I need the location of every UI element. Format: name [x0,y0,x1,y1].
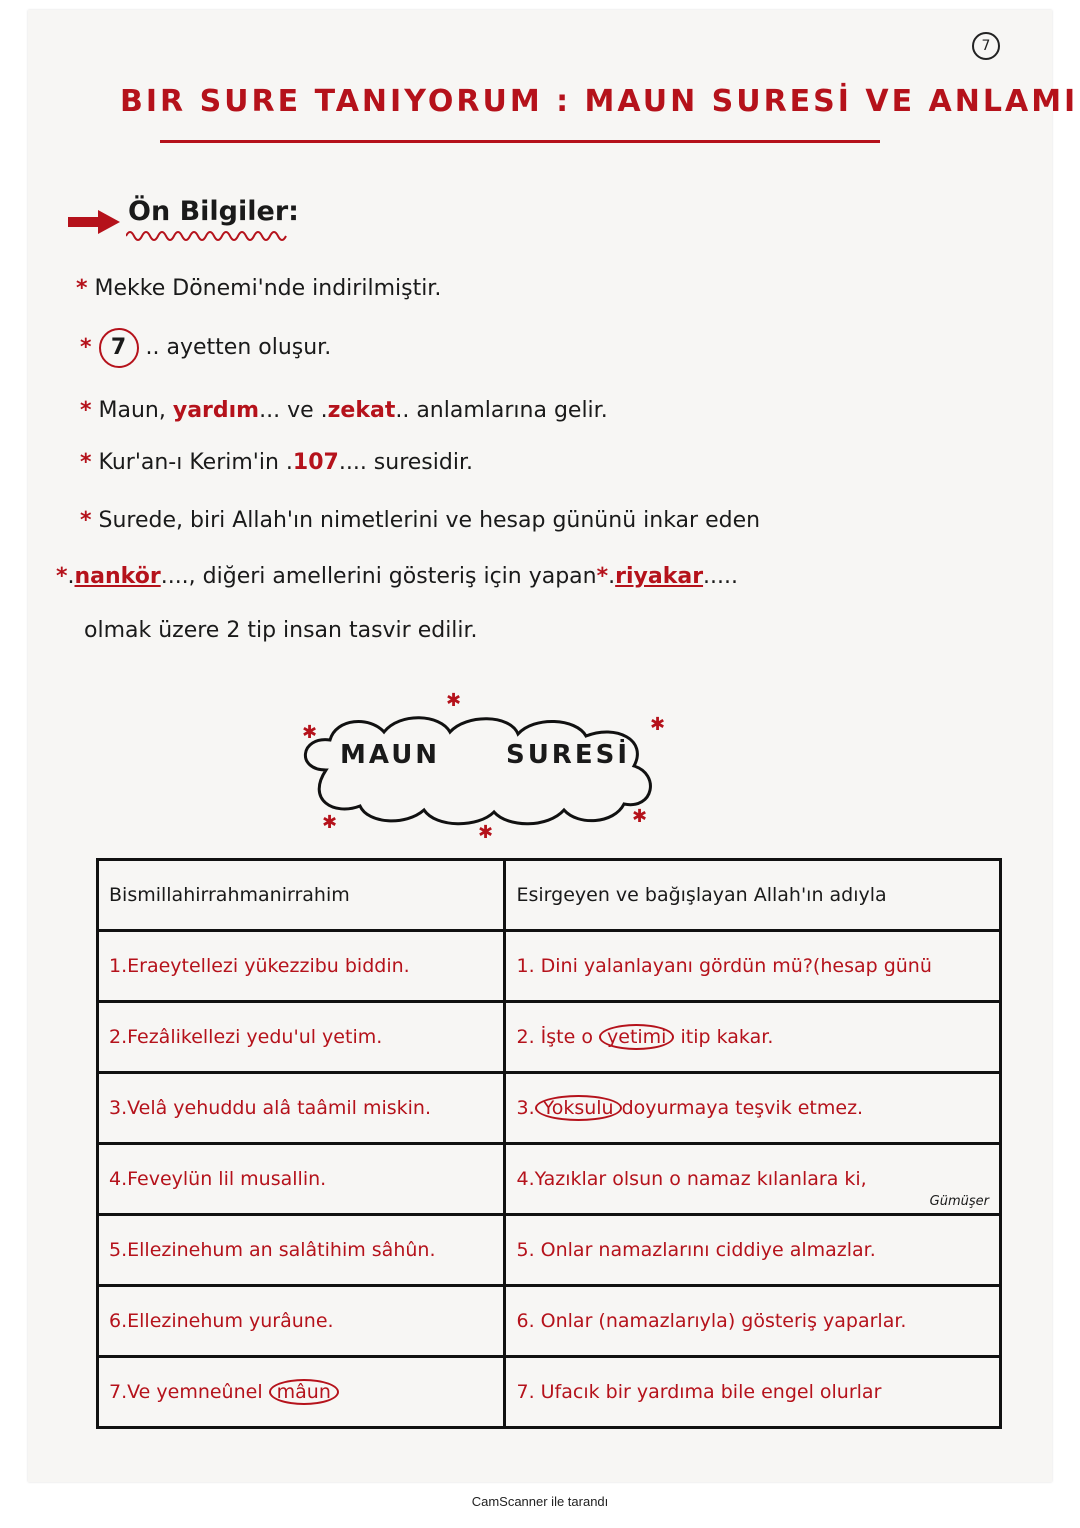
circled-word: Yoksulu [535,1095,622,1121]
table-row [98,1002,1001,1073]
section-heading: Ön Bilgiler: [128,196,299,227]
table-cell: 2. İşte o yetimi itip kakar. [505,1002,1001,1073]
cloud-shape [296,710,666,830]
scanner-footer: CamScanner ile tarandı [471,1494,609,1509]
table-cell: 1.Eraeytellezi yükezzibu biddin. [98,931,505,1002]
table-cell: 6. Onlar (namazlarıyla) gösteriş yaparlar. [505,1286,1001,1357]
note-line-6: *.nankör...., diğeri amellerini gösteriş için yapan*.riyakar..... [56,564,739,589]
star-icon: ✱ [650,714,666,735]
star-icon: ✱ [322,812,338,833]
table-row [98,931,1001,1002]
note-line-3: * Maun, yardım... ve .zekat.. anlamlarına gelir. [80,398,608,423]
table-cell: 7. Ufacık bir yardıma bile engel olurlar [505,1357,1001,1428]
note-line-4: * Kur'an-ı Kerim'in .107.... suresidir. [80,450,473,475]
table-cell: Esirgeyen ve bağışlayan Allah'ın adıyla [505,860,1001,931]
circled-word: mâun [269,1379,339,1405]
title-underline [160,140,880,143]
table-cell: 7.Ve yemneûnel mâun [98,1357,505,1428]
note-line-1: * Mekke Dönemi'nde indirilmiştir. [76,276,442,301]
table-cell: 1. Dini yalanlayanı gördün mü?(hesap günü [505,931,1001,1002]
table-row [98,1144,1001,1215]
table-cell: 6.Ellezinehum yurâune. [98,1286,505,1357]
page-title: BIR SURE TANIYORUM : MAUN SURESİ VE ANLAMI [120,84,1079,119]
note-line-2: * 7 .. ayetten oluşur. [80,328,331,368]
table-cell: Bismillahirrahmanirrahim [98,860,505,931]
cloud-title: MAUN SURESİ [340,740,630,770]
page-number: 7 [972,32,1000,60]
table-row [98,1215,1001,1286]
note-line-5: * Surede, biri Allah'ın nimetlerini ve hesap gününü inkar eden [80,508,761,533]
arrow-right-icon [68,208,122,236]
table-row [98,1073,1001,1144]
table-cell: 2.Fezâlikellezi yedu'ul yetim. [98,1002,505,1073]
table-row [98,860,1001,931]
table-cell: 5. Onlar namazlarını ciddiye almazlar. [505,1215,1001,1286]
circled-number: 7 [99,328,139,368]
handwritten-note: Gümüşer [929,1194,989,1209]
star-icon: ✱ [478,822,494,843]
surah-table [96,858,1002,1429]
table-row [98,1357,1001,1428]
table-row [98,1286,1001,1357]
wavy-underline [126,228,288,242]
table-cell: 3.Velâ yehuddu alâ taâmil miskin. [98,1073,505,1144]
note-line-7: olmak üzere 2 tip insan tasvir edilir. [84,618,478,643]
table-cell: 4.Yazıklar olsun o namaz kılanlara ki, Gümüşer [505,1144,1001,1215]
circled-word: yetimi [599,1024,674,1050]
table-cell: 4.Feveylün lil musallin. [98,1144,505,1215]
star-icon: ✱ [446,690,462,711]
table-cell: 3. Yoksulu doyurmaya teşvik etmez. [505,1073,1001,1144]
star-icon: ✱ [302,722,318,743]
star-icon: ✱ [632,806,648,827]
table-cell: 5.Ellezinehum an salâtihim sâhûn. [98,1215,505,1286]
